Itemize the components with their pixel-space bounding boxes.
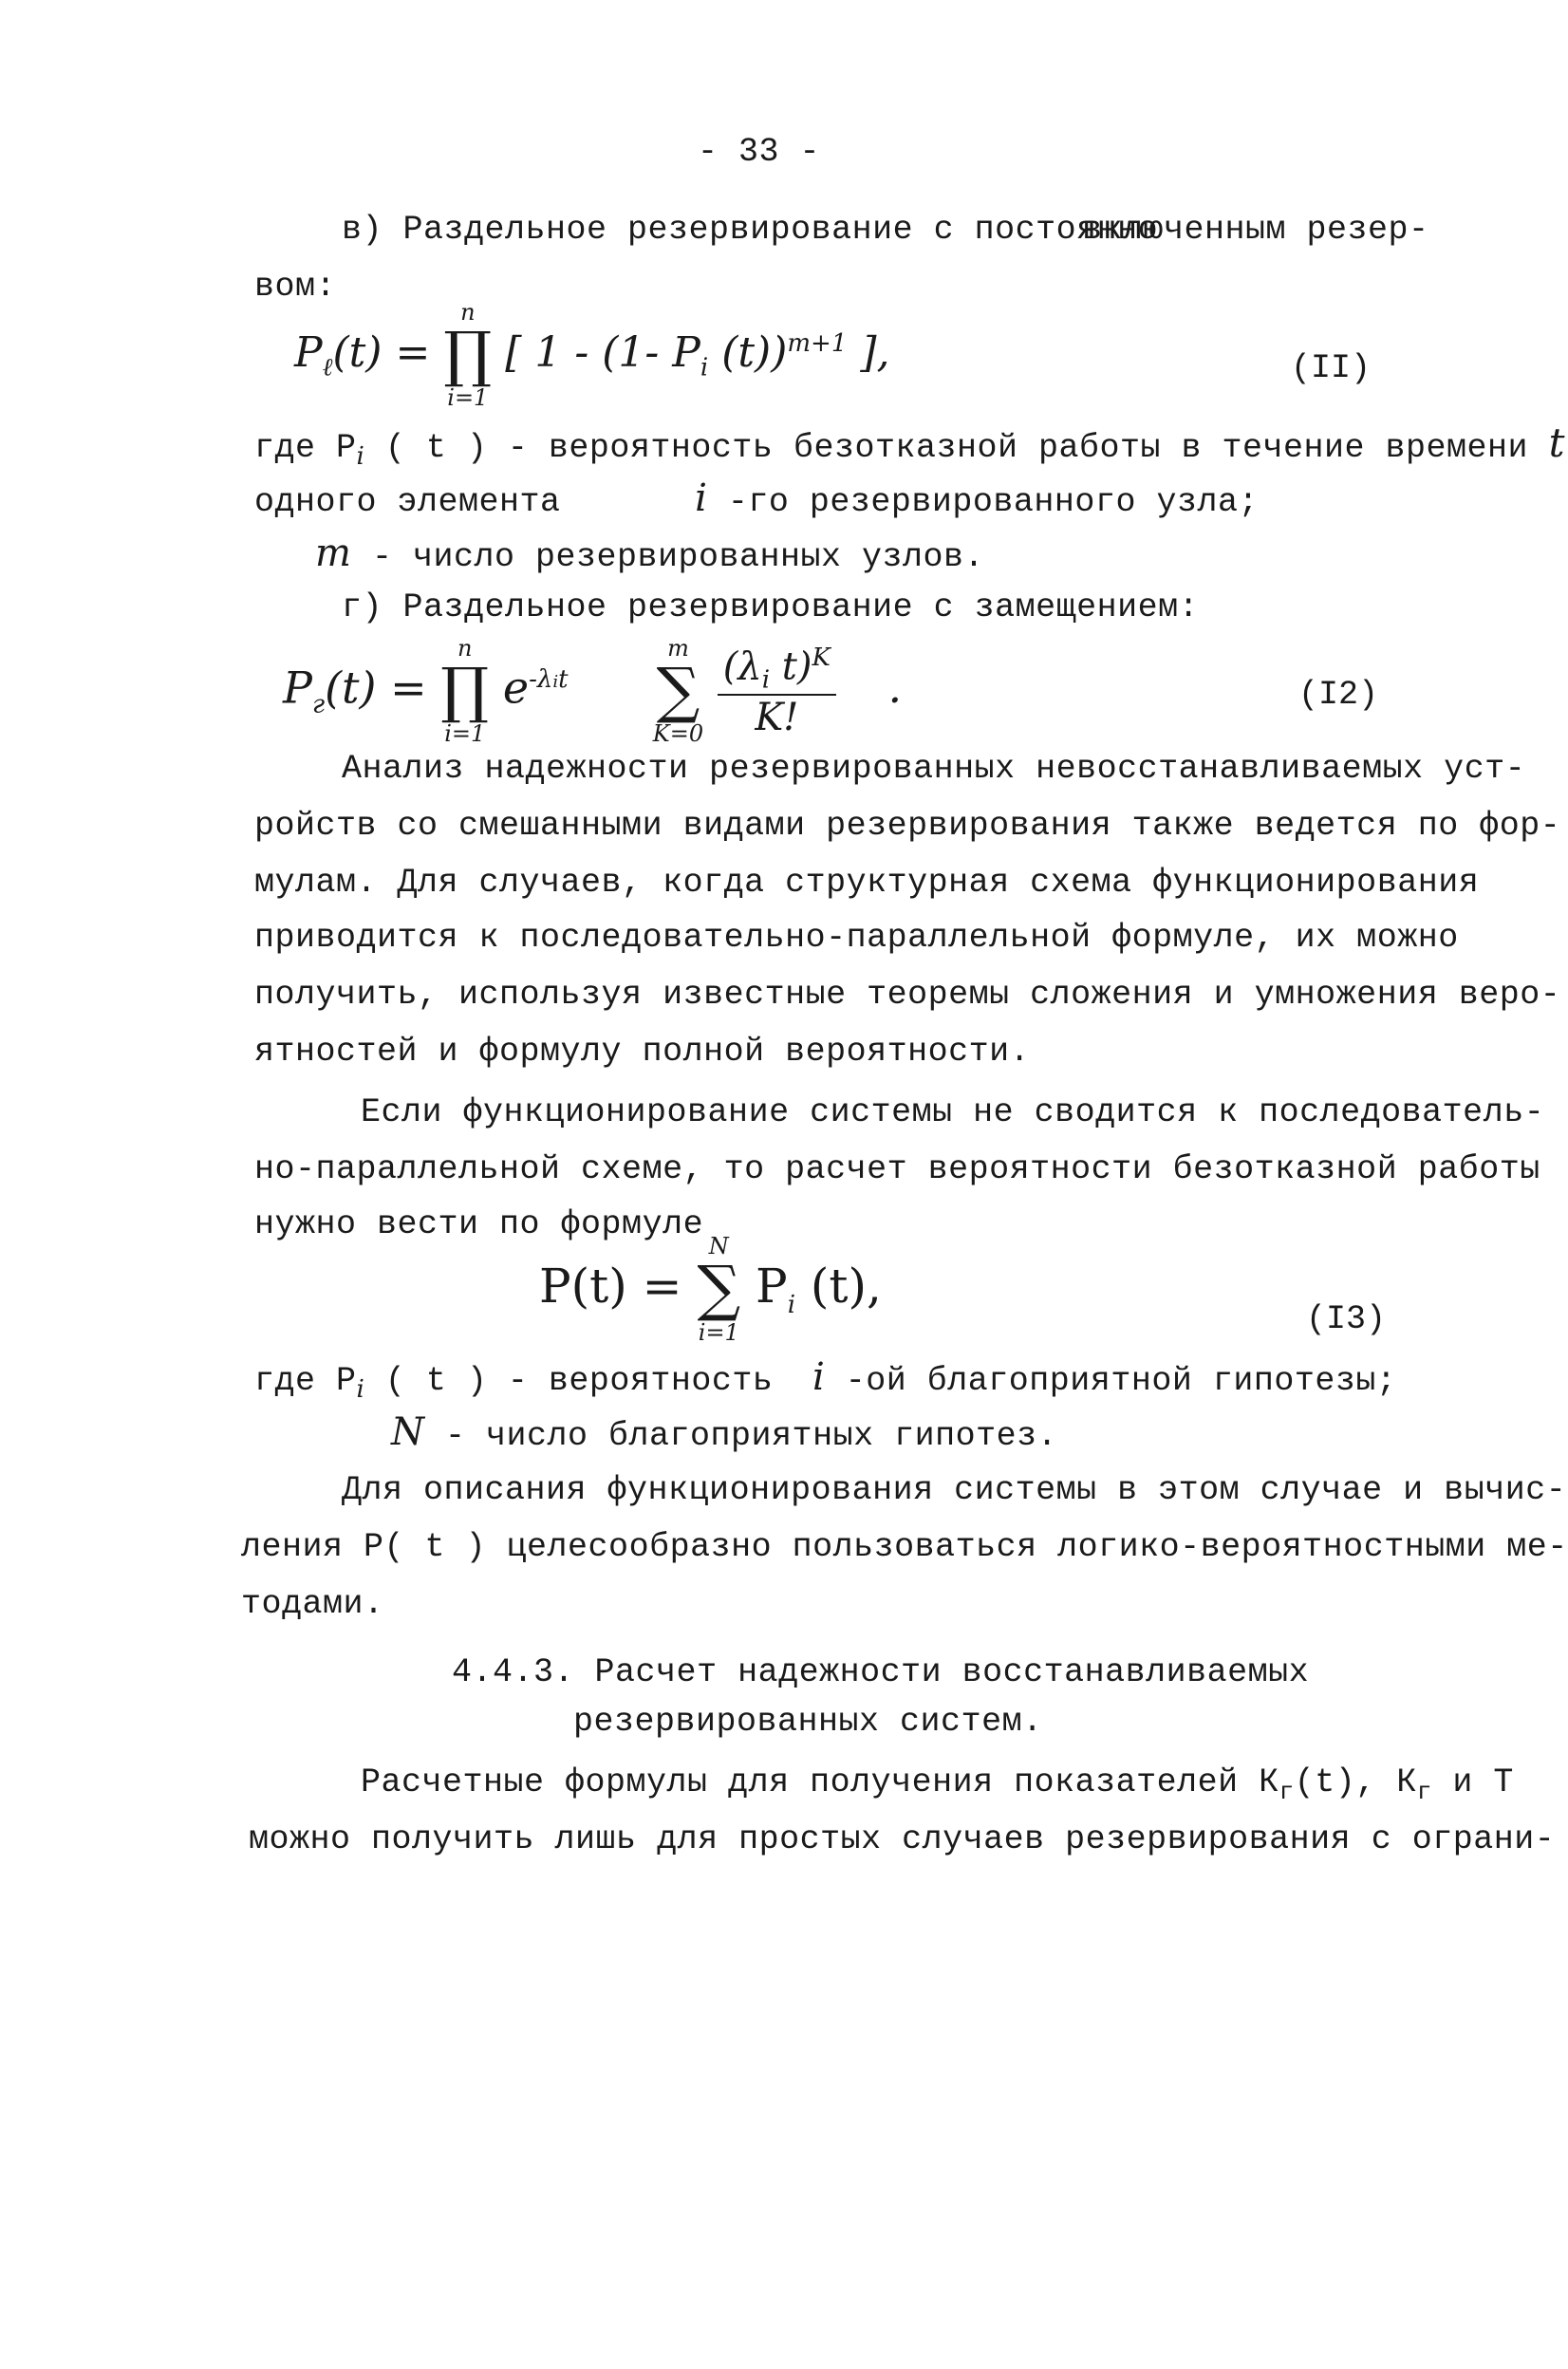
para1-line5: получить, используя известные теоремы сложения и умножения веро- bbox=[254, 976, 1561, 1014]
formula-11-prod-bottom: i=1 bbox=[447, 384, 489, 412]
formula-12-lhs-sub: г bbox=[311, 690, 326, 719]
formula-12-exp-base: e bbox=[502, 662, 530, 714]
para1-line4: приводится к последовательно-параллельной формуле, их можно bbox=[254, 919, 1459, 957]
formula-12-denominator: K! bbox=[755, 696, 799, 740]
para3-line3: тодами. bbox=[241, 1585, 384, 1623]
where-13-line bbox=[254, 1355, 1396, 1404]
para4-kt-arg: (t), К bbox=[1294, 1763, 1417, 1801]
formula-12-prod-bottom: i=1 bbox=[444, 720, 486, 748]
formula-12-num: (λ bbox=[722, 644, 762, 689]
para3-line1: Для описания функционирования системы в этом случае и вычис- bbox=[342, 1471, 1567, 1509]
formula-13-rhs-arg: (t), bbox=[795, 1258, 882, 1314]
formula-12-exp-lambda: -λ bbox=[529, 665, 553, 695]
formula-11-prod-symbol: ∏ bbox=[443, 320, 493, 391]
where-13-arg: ( t ) bbox=[364, 1362, 488, 1400]
formula-12-sum-bottom: K=0 bbox=[652, 720, 704, 748]
m-line bbox=[315, 532, 984, 576]
where-11-t: t bbox=[1548, 420, 1565, 466]
formula-11-body-sub: i bbox=[700, 353, 709, 382]
formula-11-lhs-sub: ℓ bbox=[322, 353, 333, 382]
where-13-text2: -ой благоприятной гипотезы; bbox=[825, 1362, 1397, 1400]
formula-12-exp-sup bbox=[529, 665, 568, 694]
formula-12-lhs: P bbox=[283, 662, 312, 714]
section-v-line1-right: включенным резер- bbox=[1082, 211, 1429, 249]
element-line bbox=[254, 476, 1259, 521]
formula-11 bbox=[294, 300, 890, 411]
section-heading-line2: резервированных систем. bbox=[573, 1703, 1043, 1741]
formula-11-product bbox=[443, 300, 492, 411]
formula-12-prod-symbol: ∏ bbox=[440, 656, 490, 727]
formula-12-exp-lambda-sub: i bbox=[552, 672, 559, 693]
para1-line3: мулам. Для случаев, когда структурная схема функционирования bbox=[254, 864, 1480, 902]
formula-12-sum bbox=[653, 636, 703, 747]
para4-line1-text: Расчетные формулы для получения показателей К bbox=[361, 1763, 1279, 1801]
formula-12 bbox=[283, 636, 902, 747]
para2-line2: но-параллельной схеме, то расчет вероятности безотказной работы bbox=[254, 1150, 1540, 1188]
eq-number-12: (I2) bbox=[1298, 676, 1379, 714]
para4-line1 bbox=[361, 1763, 1514, 1806]
section-heading-line1 bbox=[452, 1653, 1309, 1691]
para4-tail: и Т bbox=[1431, 1763, 1514, 1801]
element-line-right: -го резервированного узла; bbox=[707, 483, 1259, 521]
section-heading-title: Расчет надежности восстанавливаемых bbox=[594, 1653, 1310, 1691]
element-line-i: i bbox=[695, 476, 708, 520]
para4-line2: можно получить лишь для простых случаев резервирования с ограни- bbox=[249, 1820, 1556, 1858]
formula-13-sum-symbol: ∑ bbox=[697, 1254, 741, 1325]
where-13-prefix: где P bbox=[254, 1362, 357, 1400]
formula-11-prod-top: n bbox=[460, 299, 476, 326]
para4-kg-sub: г bbox=[1279, 1778, 1295, 1806]
formula-13-rhs-sub: i bbox=[787, 1290, 796, 1319]
formula-12-dot: . bbox=[887, 662, 903, 714]
section-g-line1: г) Раздельное резервирование с замещением: bbox=[342, 588, 1200, 626]
where-11-line bbox=[254, 420, 1565, 471]
formula-12-num-sub: i bbox=[761, 665, 771, 695]
para2-line1: Если функционирование системы не сводится к последователь- bbox=[361, 1093, 1545, 1131]
formula-11-body3: ], bbox=[847, 327, 890, 377]
eq-number-11: (II) bbox=[1291, 349, 1372, 387]
formula-11-body-sup: m+1 bbox=[787, 329, 848, 359]
formula-12-sum-top: m bbox=[667, 635, 689, 662]
section-heading-number: 4.4.3. bbox=[452, 1653, 575, 1691]
formula-12-fraction bbox=[718, 644, 836, 739]
section-v-line2: вом: bbox=[254, 268, 337, 306]
n-line bbox=[391, 1410, 1057, 1455]
page-number: - 33 - bbox=[698, 133, 821, 171]
where-11-text: - вероятность безотказной работы в течение времени bbox=[487, 429, 1529, 467]
para3-line2: ления P( t ) целесообразно пользоваться логико-вероятностными ме- bbox=[241, 1528, 1568, 1566]
element-line-left: одного элемента bbox=[254, 483, 561, 521]
n-symbol: N bbox=[391, 1410, 425, 1454]
formula-12-numerator bbox=[718, 644, 836, 696]
para1-line1: Анализ надежности резервированных невосстанавливаемых уст- bbox=[342, 750, 1526, 788]
where-13-i: i bbox=[812, 1355, 826, 1399]
formula-13-sum-bottom: i=1 bbox=[698, 1319, 739, 1347]
formula-12-lhs-arg: (t) = bbox=[325, 662, 427, 714]
formula-12-num2: t) bbox=[770, 644, 812, 689]
formula-13-sum-top: N bbox=[708, 1233, 729, 1259]
where-11-sub: i bbox=[356, 442, 365, 471]
formula-12-product bbox=[440, 636, 489, 747]
formula-11-body2: (t)) bbox=[708, 327, 788, 377]
n-text: - число благоприятных гипотез. bbox=[424, 1417, 1058, 1455]
formula-11-body: [ 1 - (1- P bbox=[505, 327, 700, 377]
where-13-sub: i bbox=[356, 1375, 365, 1404]
m-symbol: m bbox=[315, 532, 352, 575]
formula-11-lhs-arg: (t) = bbox=[332, 327, 431, 377]
para2-line3: нужно вести по формуле bbox=[254, 1205, 704, 1243]
para1-line2: ройств со смешанными видами резервирования также ведется по фор- bbox=[254, 807, 1561, 845]
para4-kg-sub2: г bbox=[1416, 1778, 1432, 1806]
formula-12-exp-t: t bbox=[558, 665, 569, 695]
section-v-line1-left: в) Раздельное резервирование с постоянно bbox=[342, 211, 1159, 249]
where-13-text1: - вероятность bbox=[487, 1362, 774, 1400]
where-11-prefix: где P bbox=[254, 429, 357, 467]
formula-13 bbox=[539, 1234, 882, 1346]
eq-number-13: (I3) bbox=[1306, 1300, 1387, 1338]
para1-line6: ятностей и формулу полной вероятности. bbox=[254, 1033, 1031, 1071]
formula-13-lhs: P(t) = bbox=[539, 1258, 682, 1314]
formula-12-sum-symbol: ∑ bbox=[656, 656, 700, 727]
m-text: - число резервированных узлов. bbox=[351, 538, 985, 576]
where-11-arg: ( t ) bbox=[364, 429, 488, 467]
formula-13-sum bbox=[697, 1234, 740, 1346]
formula-12-num-sup: K bbox=[812, 643, 831, 672]
formula-12-prod-top: n bbox=[457, 635, 473, 662]
formula-13-rhs: P bbox=[756, 1258, 788, 1314]
formula-11-lhs: P bbox=[294, 327, 323, 377]
